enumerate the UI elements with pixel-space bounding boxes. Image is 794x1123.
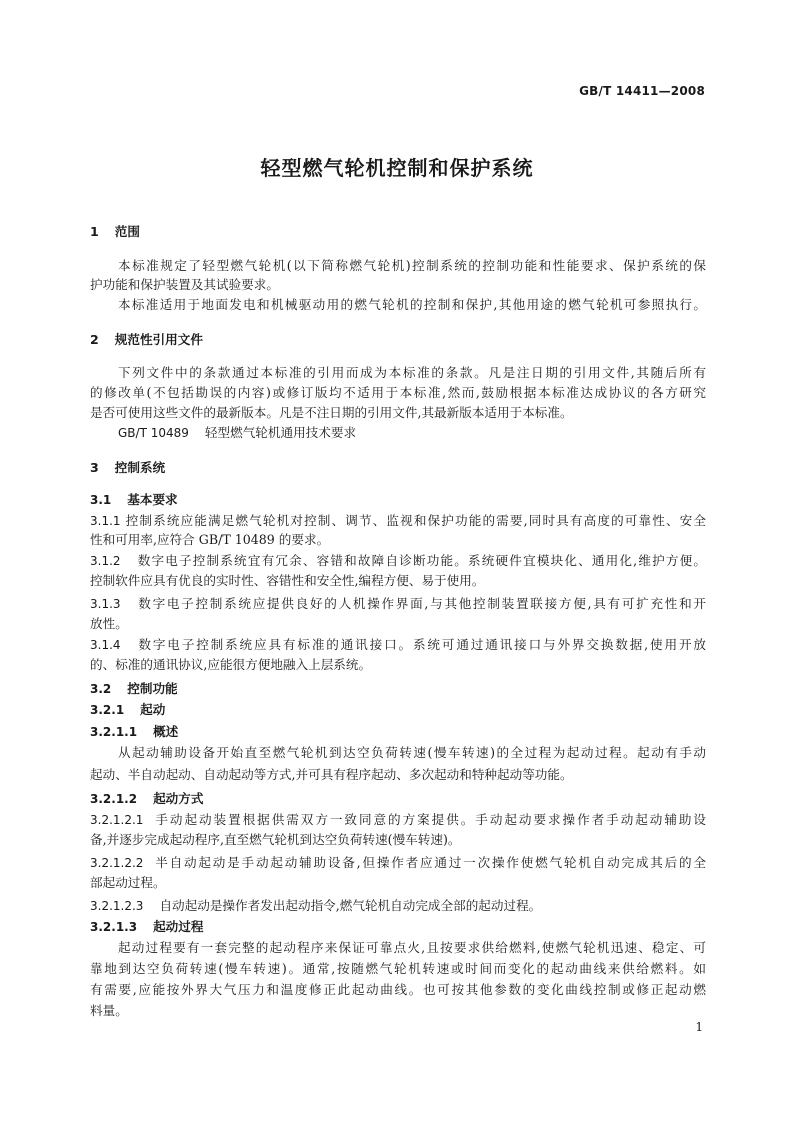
section-title: 控制系统: [114, 460, 166, 475]
clause-line: 备,并逐步完成起动程序,直至燃气轮机到达空负荷转速(慢车转速)。: [90, 832, 461, 847]
clause-3-2-1-2-1-line: 3.2.1.2.1 手动起动装置根据供需双方一致同意的方案提供。手动起动要求操作者手动起动辅助设: [90, 812, 706, 827]
clause-3-1-3-line: 3.1.3 数字电子控制系统应提供良好的人机操作界面,与其他控制装置联接方便,具有可扩充性和开: [90, 596, 706, 611]
clause-3-1-2-line: 3.1.2 数字电子控制系统宜有冗余、容错和故障自诊断功能。系统硬件宜模块化、通用化,维护方便。: [90, 553, 706, 568]
paragraph-line: 起动过程要有一套完整的起动程序来保证可靠点火,且按要求供给燃料,使燃气轮机迅速、稳定、可: [118, 940, 706, 955]
paragraph-line: 靠地到达空负荷转速(慢车转速)。通常,按随燃气轮机转速或时间而变化的起动曲线来供给燃料。如: [90, 961, 706, 976]
section-3-heading: [90, 460, 165, 476]
paragraph-line: 有需要,应能按外界大气压力和温度修正此起动曲线。也可按其他参数的变化曲线控制或修正起动燃: [90, 982, 706, 997]
clause-line: 部起动过程。: [90, 875, 166, 890]
paragraph-line: 料量。: [90, 1003, 128, 1018]
subsection-3-1-heading: 3.1 基本要求: [90, 492, 178, 507]
clause-line: 放性。: [90, 616, 128, 631]
section-1-heading: [90, 224, 140, 240]
paragraph-line: 的修改单(不包括勘误的内容)或修订版均不适用于本标准,然而,鼓励根据本标准达成协议的各方研究: [90, 385, 706, 400]
subsection-3-2-1-heading: 3.2.1 起动: [90, 702, 166, 717]
section-number: 3: [90, 460, 99, 475]
paragraph-line: 是否可使用这些文件的最新版本。凡是不注日期的引用文件,其最新版本适用于本标准。: [90, 405, 573, 420]
document-title: 轻型燃气轮机控制和保护系统: [260, 156, 534, 180]
paragraph-line: 本标准适用于地面发电和机械驱动用的燃气轮机的控制和保护,其他用途的燃气轮机可参照执行。: [118, 297, 706, 312]
section-title: 范围: [114, 224, 140, 239]
paragraph-line: 从起动辅助设备开始直至燃气轮机到达空负荷转速(慢车转速)的全过程为起动过程。起动有手动: [118, 745, 706, 760]
section-number: 2: [90, 332, 99, 347]
section-number: 1: [90, 224, 99, 239]
clause-line: 的、标准的通讯协议,应能很方便地融入上层系统。: [90, 657, 372, 672]
subsection-3-2-heading: 3.2 控制功能: [90, 681, 178, 696]
subsection-3-2-1-1-heading: 3.2.1.1 概述: [90, 724, 179, 739]
paragraph-line: 本标准规定了轻型燃气轮机(以下简称燃气轮机)控制系统的控制功能和性能要求、保护系统的保: [118, 258, 706, 273]
reference-title: 轻型燃气轮机通用技术要求: [204, 425, 357, 440]
paragraph-line: 护功能和保护装置及其试验要求。: [90, 277, 279, 292]
clause-line: 控制软件应具有优良的实时性、容错性和安全性,编程方便、易于使用。: [90, 573, 485, 588]
clause-3-1-4-line: 3.1.4 数字电子控制系统应具有标准的通讯接口。系统可通过通讯接口与外界交换数据,使用开放: [90, 637, 706, 652]
clause-line: 性和可用率,应符合 GB/T 10489 的要求。: [90, 532, 330, 547]
section-title: 规范性引用文件: [114, 332, 203, 347]
paragraph-line: 下列文件中的条款通过本标准的引用而成为本标准的条款。凡是注日期的引用文件,其随后所有: [118, 365, 706, 380]
subsection-3-2-1-3-heading: 3.2.1.3 起动过程: [90, 919, 204, 934]
clause-3-1-1-line: 3.1.1 控制系统应能满足燃气轮机对控制、调节、监视和保护功能的需要,同时具有高度的可靠性、安全: [90, 513, 706, 528]
clause-3-2-1-2-2-line: 3.2.1.2.2 半自动起动是手动起动辅助设备,但操作者应通过一次操作使燃气轮机自动完成其后的全: [90, 855, 706, 870]
paragraph-line: 起动、半自动起动、自动起动等方式,并可具有程序起动、多次起动和特种起动等功能。: [90, 767, 573, 782]
page-number: 1: [695, 1020, 703, 1034]
reference-code: GB/T 10489: [118, 426, 189, 440]
clause-3-2-1-2-3-line: 3.2.1.2.3 自动起动是操作者发出起动指令,燃气轮机自动完成全部的起动过程。: [90, 898, 542, 913]
normative-reference: [118, 425, 356, 441]
standard-code: GB/T 14411—2008: [579, 84, 705, 98]
subsection-3-2-1-2-heading: 3.2.1.2 起动方式: [90, 791, 204, 806]
section-2-heading: [90, 332, 203, 348]
